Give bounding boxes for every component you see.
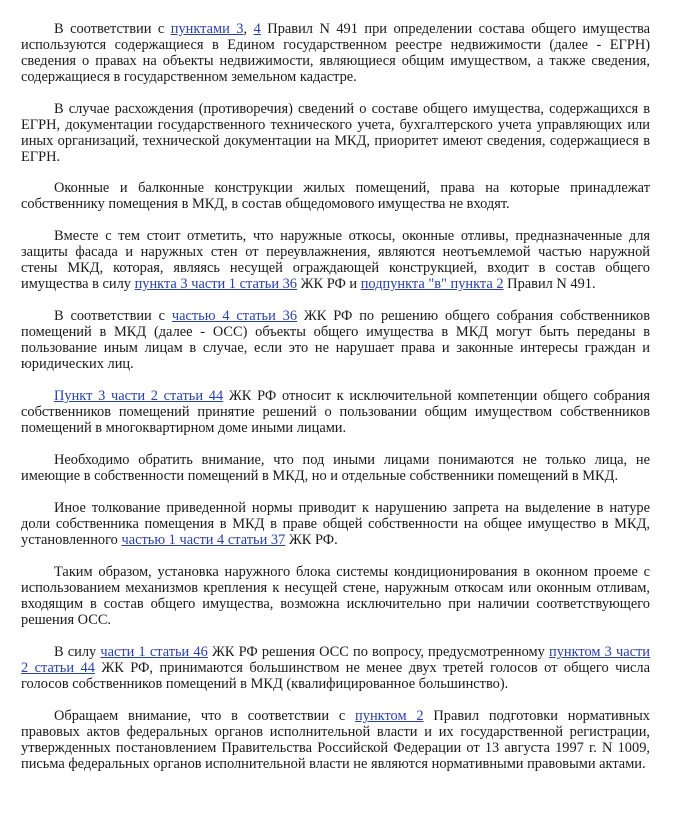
link-art44-part2-p3-b[interactable]: пунктом 3 части 2 статьи 44 xyxy=(21,644,651,676)
text-segment: Правил N 491 при определении состава общего имущества используются содержащиеся в Едином государственном реестре недвижимости (далее - ЕГРН) сведения о правах на объекты недвижимости, являющиеся общим имуществом, а также сведения, содержащиеся в государственном земельном кадастре. xyxy=(21,21,651,85)
link-art36-part4[interactable]: частью 4 статьи 36 xyxy=(171,308,298,324)
text-segment: Таким образом, установка наружного блока системы кондиционирования в оконном проеме с использованием механизмов крепления к несущей стене, наружным откосам или оконным отливам, входящим в состав общего имущества, возможна исключительно при наличии соответствующего решения ОСС. xyxy=(21,564,650,628)
paragraph xyxy=(21,180,650,212)
link-art36-part1-p3[interactable]: пункта 3 части 1 статьи 36 xyxy=(134,276,298,292)
text-segment: В соответствии с xyxy=(54,308,172,324)
text-segment: Иное толкование приведенной нормы приводит к нарушению запрета на выделение в натуре доли собственника помещения в МКД в праве общей собственности на общее имущество в МКД, установленного xyxy=(21,500,650,548)
text-segment: ЖК РФ по решению общего собрания собственников помещений в МКД (далее - ОСС) объекты общего имущества в МКД могут быть переданы в пользование иным лицам в случае, если это не нарушает права и законные интересы граждан и юридических лиц. xyxy=(21,308,650,372)
text-segment: Правил N 491. xyxy=(503,276,596,292)
link-art44-part2-p3[interactable]: Пункт 3 части 2 статьи 44 xyxy=(54,388,224,404)
link-subpoint-v-point-2[interactable]: подпункта "в" пункта 2 xyxy=(360,276,504,292)
link-art37-part4-p1[interactable]: частью 1 части 4 статьи 37 xyxy=(121,532,286,548)
text-segment: Правил подготовки нормативных правовых актов федеральных органов исполнительной власти и их государственной регистрации, утвержденных постановлением Правительства Российской Федерации от 13 августа 1997 г. N 1009, письма федеральных органов исполнительной власти не являются нормативными правовыми актами. xyxy=(21,708,651,772)
text-segment: Необходимо обратить внимание, что под иными лицами понимаются не только лица, не имеющие в собственности помещений в МКД, но и отдельные собственники помещений в МКД. xyxy=(21,452,650,484)
text-segment: ЖК РФ. xyxy=(285,532,338,548)
text-segment: Обращаем внимание, что в соответствии с xyxy=(54,708,356,724)
paragraph xyxy=(21,644,650,692)
text-segment: В случае расхождения (противоречия) сведений о составе общего имущества, содержащихся в ЕГРН, документации государственного технического учета, бухгалтерского учета управляющих или иных организаций, технической документации на МКД, приоритет имеют сведения, содержащиеся в ЕГРН. xyxy=(21,101,650,165)
text-segment: ЖК РФ и xyxy=(297,276,361,292)
text-segment: , xyxy=(243,21,254,37)
text-segment: Вместе с тем стоит отметить, что наружные откосы, оконные отливы, предназначенные для защиты фасада и наружных стен от переувлажнения, являются неотъемлемой частью наружной стены МКД, которая, являясь несущей ограждающей конструкцией, входит в состав общего имущества в силу xyxy=(21,228,650,292)
text-segment: В соответствии с xyxy=(54,21,171,37)
paragraph xyxy=(21,708,650,772)
paragraph xyxy=(21,564,650,628)
link-point-4[interactable]: 4 xyxy=(253,21,261,37)
paragraph xyxy=(21,21,650,85)
paragraph xyxy=(21,452,650,484)
text-segment: Оконные и балконные конструкции жилых помещений, права на которые принадлежат собственнику помещения в МКД, в состав общедомового имущества не входят. xyxy=(21,180,650,212)
text-segment: ЖК РФ, принимаются большинством не менее двух третей голосов от общего числа голосов собственников помещений в МКД (квалифицированное большинство). xyxy=(21,660,650,692)
paragraph xyxy=(21,388,650,436)
text-segment: ЖК РФ решения ОСС по вопросу, предусмотренному xyxy=(207,644,549,660)
link-points-3[interactable]: пунктами 3 xyxy=(170,21,244,37)
text-segment: ЖК РФ относит к исключительной компетенции общего собрания собственников помещений принятие решений о пользовании общим имуществом собственников помещений в многоквартирном доме иными лицами. xyxy=(21,388,650,436)
link-point-2[interactable]: пунктом 2 xyxy=(355,708,424,724)
paragraph xyxy=(21,101,650,165)
paragraph xyxy=(21,228,650,292)
link-art46-part1[interactable]: части 1 статьи 46 xyxy=(100,644,208,660)
paragraph xyxy=(21,308,650,372)
text-segment: В силу xyxy=(54,644,101,660)
paragraph xyxy=(21,500,650,548)
